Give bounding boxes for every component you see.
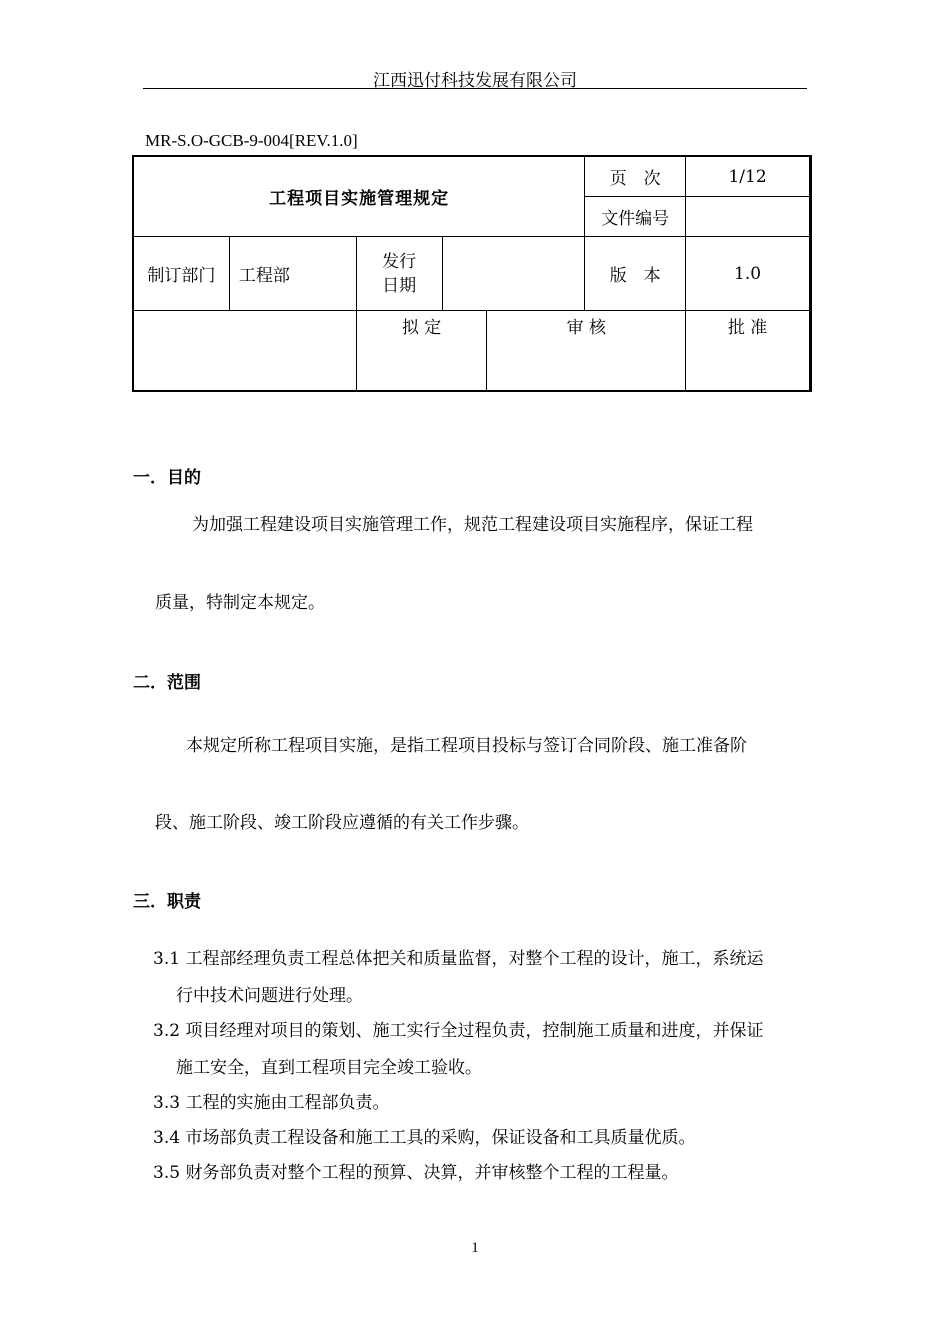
scope-text-line1: 本规定所称工程项目实施，是指工程项目投标与签订合同阶段、施工准备阶 [186,736,747,756]
version-value: 1.0 [686,237,810,311]
purpose-text-line1: 为加强工程建设项目实施管理工作，规范工程建设项目实施程序，保证工程 [192,515,753,535]
document-info-table [133,156,810,391]
page-number: 1 [471,1240,479,1256]
section-heading-purpose: 一．目的 [133,468,201,488]
department-value: 工程部 [229,237,356,311]
duty-item-3-3: 3.3 工程的实施由工程部负责。 [153,1093,390,1113]
approve-label: 批 准 [686,311,810,391]
document-title: 工程项目实施管理规定 [134,157,585,237]
scope-text-line2: 段、施工阶段、竣工阶段应遵循的有关工作步骤。 [155,813,529,833]
page-value: 1/12 [686,157,810,197]
section-heading-scope: 二．范围 [133,673,201,693]
duty-item-3-2: 3.2 项目经理对项目的策划、施工实行全过程负责，控制施工质量和进度，并保证 施工安全，直到工程项目完全竣工验收。 [153,1021,764,1078]
issue-date-value [442,237,585,311]
company-header: 江西迅付科技发展有限公司 [143,66,807,89]
page-label: 页 次 [585,157,686,197]
duty-item-3-5: 3.5 财务部负责对整个工程的预算、决算，并审核整个工程的工程量。 [153,1163,679,1183]
signature-blank [134,311,357,391]
duty-item-3-1: 3.1 工程部经理负责工程总体把关和质量监督，对整个工程的设计，施工，系统运 行中技术问题进行处理。 [153,949,764,1006]
issue-date-label: 发行日期 [356,237,442,311]
file-number-label: 文件编号 [585,197,686,237]
version-label: 版 本 [585,237,686,311]
file-number-value [686,197,810,237]
department-label: 制订部门 [134,237,230,311]
purpose-text-line2: 质量，特制定本规定。 [155,593,325,613]
section-heading-duties: 三．职责 [133,892,201,912]
draft-label: 拟 定 [356,311,487,391]
duty-item-3-4: 3.4 市场部负责工程设备和施工工具的采购，保证设备和工具质量优质。 [153,1128,696,1148]
review-label: 审 核 [487,311,686,391]
document-number: MR-S.O-GCB-9-004[REV.1.0] [145,131,358,150]
